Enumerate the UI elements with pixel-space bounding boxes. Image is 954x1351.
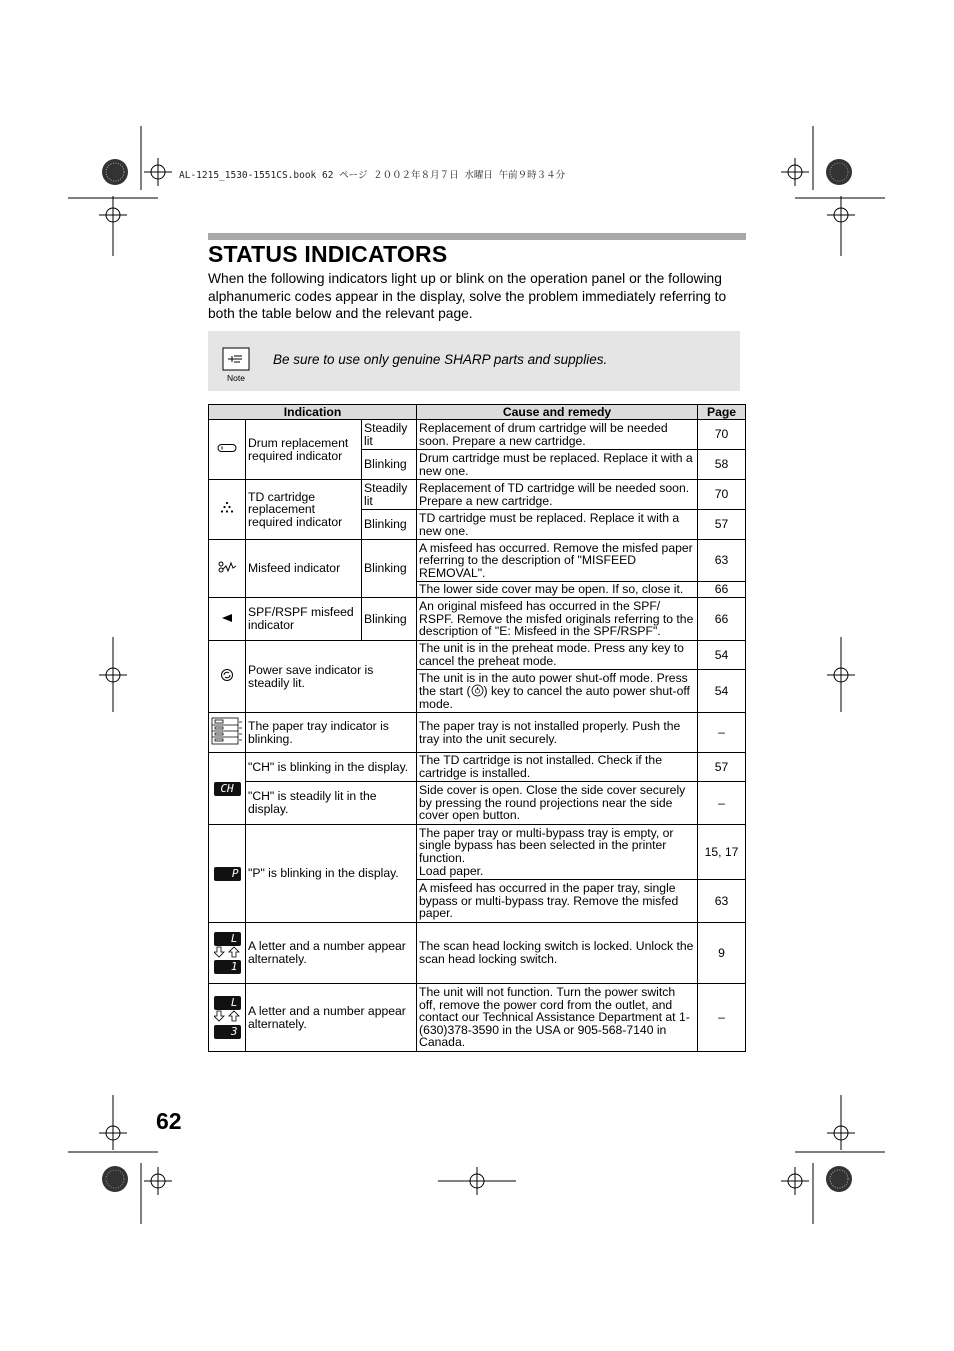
state-cell: Blinking xyxy=(362,540,417,598)
state-cell: Blinking xyxy=(362,450,417,480)
l3-lcd-top: L xyxy=(214,996,241,1010)
spf-label: SPF/RSPF misfeed indicator xyxy=(246,598,362,641)
intro-paragraph: When the following indicators light up or blink on the operation panel or the following alphanumeric codes appear in the display, solve the problem immediately referring to both the table below and the relevant page. xyxy=(208,271,727,321)
header-cause: Cause and remedy xyxy=(417,405,698,420)
l1-lcd-top: L xyxy=(214,932,241,946)
l3-display-icon xyxy=(209,984,246,1052)
alternate-arrows-icon xyxy=(214,946,240,958)
page-title: STATUS INDICATORS xyxy=(208,241,448,267)
header-page: Page xyxy=(698,405,746,420)
cause-cell: The TD cartridge is not installed. Check if the cartridge is installed. xyxy=(417,753,698,782)
cause-cell: Side cover is open. Close the side cover securely by pressing the round projections near the side cover open button. xyxy=(417,782,698,825)
page-cell: – xyxy=(698,782,746,825)
table-row xyxy=(209,480,746,510)
cause-cell: A misfeed has occurred in the paper tray, single bypass or multi-bypass tray. Remove the misfed paper. xyxy=(417,880,698,923)
page-cell: 70 xyxy=(698,420,746,450)
ch-label: "CH" is steadily lit in the display. xyxy=(246,782,417,825)
table-row xyxy=(209,984,746,1052)
cause-cell: Drum cartridge must be replaced. Replace it with a new one. xyxy=(417,450,698,480)
spf-misfeed-icon xyxy=(209,598,246,641)
table-row xyxy=(209,782,746,825)
ch-display-icon xyxy=(209,753,246,825)
cause-cell: Replacement of TD cartridge will be needed soon. Prepare a new cartridge. xyxy=(417,480,698,510)
status-indicators-table xyxy=(208,404,746,1052)
alternate-arrows-icon xyxy=(214,1010,240,1022)
note-label: Note xyxy=(227,373,245,383)
cause-cell: The scan head locking switch is locked. Unlock the scan head locking switch. xyxy=(417,923,698,984)
title-rule xyxy=(208,233,746,240)
table-row xyxy=(209,598,746,641)
misfeed-label: Misfeed indicator xyxy=(246,540,362,598)
page-cell: 54 xyxy=(698,641,746,670)
table-row xyxy=(209,825,746,880)
cause-cell: Replacement of drum cartridge will be needed soon. Prepare a new cartridge. xyxy=(417,420,698,450)
note-text: Be sure to use only genuine SHARP parts and supplies. xyxy=(273,352,608,367)
cause-cell xyxy=(417,825,698,880)
ch-label: "CH" is blinking in the display. xyxy=(246,753,417,782)
l1-display-icon xyxy=(209,923,246,984)
page-cell: 54 xyxy=(698,670,746,713)
page-cell: 9 xyxy=(698,923,746,984)
print-header: AL-1215_1530-1551CS.book 62 ページ ２００２年８月７日 水曜日 午前９時３４分 xyxy=(179,170,566,181)
table-row xyxy=(209,713,746,753)
paper-tray-icon xyxy=(209,713,246,753)
cause-cell: The lower side cover may be open. If so, close it. xyxy=(417,582,698,598)
drum-indicator-icon xyxy=(209,420,246,480)
cause-text-a: The unit is in the auto power shut-off mode. Press the start ( xyxy=(419,670,688,699)
misfeed-icon xyxy=(209,540,246,598)
page-cell: 66 xyxy=(698,598,746,641)
page-cell: 15, 17 xyxy=(698,825,746,880)
tray-label: The paper tray indicator is blinking. xyxy=(246,713,417,753)
power-label: Power save indicator is steadily lit. xyxy=(246,641,417,713)
cause-text-2: Load paper. xyxy=(419,863,484,878)
table-row xyxy=(209,420,746,450)
cause-cell: The unit will not function. Turn the power switch off, remove the power cord from the outlet, and contact our Technical Assistance Department at 1-(630)378-3590 in the USA or 905-568-7140 in Canada. xyxy=(417,984,698,1052)
cause-cell: The unit is in the preheat mode. Press any key to cancel the preheat mode. xyxy=(417,641,698,670)
page-cell: 63 xyxy=(698,880,746,923)
cause-cell: An original misfeed has occurred in the SPF/ RSPF. Remove the misfed originals referring to the description of "E: Misfeed in the SPF/RSPF". xyxy=(417,598,698,641)
header-indication: Indication xyxy=(209,405,417,420)
table-row xyxy=(209,641,746,670)
toner-dots-icon xyxy=(209,480,246,540)
p-lcd: P xyxy=(214,867,241,881)
state-cell: Steadily lit xyxy=(362,480,417,510)
page-cell: – xyxy=(698,984,746,1052)
td-label: TD cartridge replacement required indicator xyxy=(246,480,362,540)
cause-text-b: ) key to cancel the auto power shut-off mode. xyxy=(419,684,690,711)
page-cell: 58 xyxy=(698,450,746,480)
power-save-icon xyxy=(209,641,246,713)
p-display-icon xyxy=(209,825,246,923)
page-cell: 66 xyxy=(698,582,746,598)
table-header-row xyxy=(209,405,746,420)
cause-text: The paper tray or multi-bypass tray is empty, or single bypass has been selected in the printer function. xyxy=(419,825,674,865)
table-row xyxy=(209,753,746,782)
page-cell: 70 xyxy=(698,480,746,510)
state-cell: Steadily lit xyxy=(362,420,417,450)
l3-lcd-bottom: 3 xyxy=(214,1025,241,1039)
cause-cell: TD cartridge must be replaced. Replace it with a new one. xyxy=(417,510,698,540)
table-row xyxy=(209,923,746,984)
ch-lcd: CH xyxy=(214,782,241,796)
page-number: 62 xyxy=(156,1108,182,1134)
cause-cell xyxy=(417,670,698,713)
page-cell: 57 xyxy=(698,753,746,782)
state-cell: Blinking xyxy=(362,510,417,540)
page-cell: – xyxy=(698,713,746,753)
cause-cell: The paper tray is not installed properly. Push the tray into the unit securely. xyxy=(417,713,698,753)
l3-label: A letter and a number appear alternately. xyxy=(246,984,417,1052)
page-cell: 63 xyxy=(698,540,746,582)
state-cell: Blinking xyxy=(362,598,417,641)
note-box xyxy=(208,331,740,391)
pointing-hand-icon xyxy=(222,347,250,371)
l1-lcd-bottom: 1 xyxy=(214,960,241,974)
p-label: "P" is blinking in the display. xyxy=(246,825,417,923)
l1-label: A letter and a number appear alternately. xyxy=(246,923,417,984)
table-row xyxy=(209,540,746,582)
cause-cell: A misfeed has occurred. Remove the misfed paper referring to the description of "MISFEED REMOVAL". xyxy=(417,540,698,582)
page-cell: 57 xyxy=(698,510,746,540)
start-button-icon xyxy=(471,684,484,697)
drum-label: Drum replacement required indicator xyxy=(246,420,362,480)
